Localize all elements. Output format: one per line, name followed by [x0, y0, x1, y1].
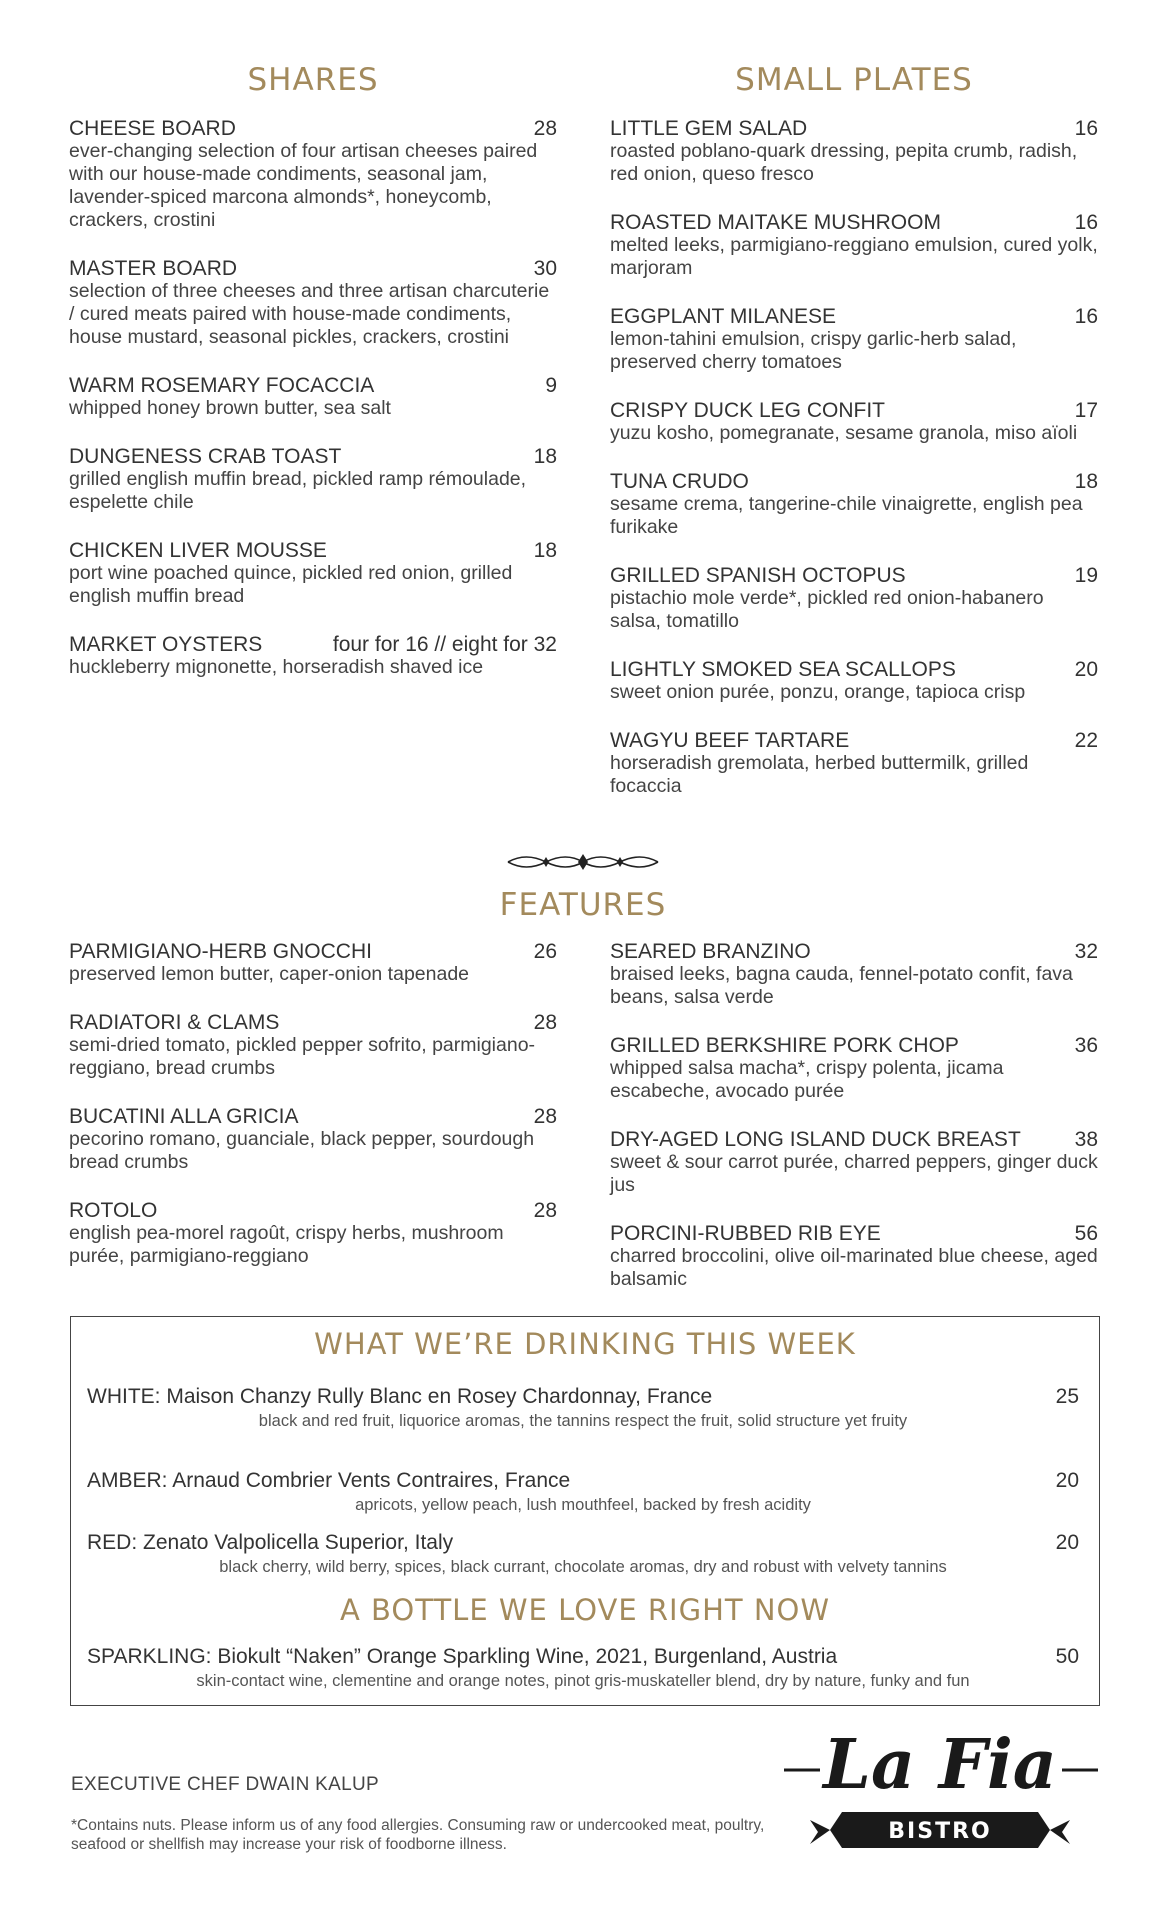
menu-item-price: 38 [1074, 1128, 1098, 1151]
menu-item-price: 28 [533, 1105, 557, 1128]
shares-column [69, 117, 557, 704]
menu-item-name: LITTLE GEM SALAD [610, 117, 808, 140]
menu-item-price: 30 [533, 257, 557, 280]
menu-item-description: horseradish gremolata, herbed buttermilk, grilled focaccia [610, 752, 1029, 797]
menu-item [610, 1128, 1098, 1197]
menu-item-header [69, 633, 557, 656]
executive-chef: EXECUTIVE CHEF DWAIN KALUP [71, 1774, 379, 1795]
wine-row-amber [87, 1469, 1079, 1515]
menu-item [610, 470, 1098, 539]
wine-price: 25 [1055, 1385, 1079, 1408]
menu-item-price: 22 [1074, 729, 1098, 752]
menu-item [610, 1034, 1098, 1103]
menu-item-price: 16 [1074, 305, 1098, 328]
menu-item-price: 18 [533, 445, 557, 468]
wine-label: AMBER: Arnaud Combrier Vents Contraires, France [87, 1469, 571, 1492]
menu-item-name: BUCATINI ALLA GRICIA [69, 1105, 299, 1128]
menu-item-header [610, 1222, 1098, 1245]
menu-item-name: RADIATORI & CLAMS [69, 1011, 280, 1034]
menu-item-name: EGGPLANT MILANESE [610, 305, 837, 328]
small-plates-column [610, 117, 1098, 823]
menu-item-name: CHEESE BOARD [69, 117, 236, 140]
wine-row-red [87, 1531, 1079, 1577]
menu-item-name: ROTOLO [69, 1199, 158, 1222]
menu-item-header [610, 729, 1098, 752]
la-fia-bistro-logo [780, 1720, 1100, 1870]
menu-item [69, 1199, 557, 1268]
menu-item [610, 117, 1098, 186]
menu-item-price: 16 [1074, 117, 1098, 140]
wine-notes: apricots, yellow peach, lush mouthfeel, backed by fresh acidity [355, 1496, 811, 1514]
menu-item-name: GRILLED BERKSHIRE PORK CHOP [610, 1034, 959, 1057]
features-right-column [610, 940, 1098, 1316]
menu-item-name: CHICKEN LIVER MOUSSE [69, 539, 327, 562]
menu-item [610, 211, 1098, 280]
menu-item-description: pistachio mole verde*, pickled red onion-habanero salsa, tomatillo [610, 587, 1044, 632]
menu-item-header [610, 399, 1098, 422]
menu-item-header [69, 940, 557, 963]
menu-item-header [610, 117, 1098, 140]
menu-item [610, 1222, 1098, 1291]
menu-item-description: ever-changing selection of four artisan cheeses paired with our house-made condiments, seasonal jam, lavender-spiced marcona almonds*, honeycomb, crackers, crostini [69, 140, 538, 231]
menu-item-name: WARM ROSEMARY FOCACCIA [69, 374, 375, 397]
menu-item-description: sesame crema, tangerine-chile vinaigrette, english pea furikake [610, 493, 1083, 538]
menu-item-name: MARKET OYSTERS [69, 633, 263, 656]
menu-item [610, 658, 1098, 704]
menu-item-name: PORCINI-RUBBED RIB EYE [610, 1222, 881, 1245]
menu-item-name: LIGHTLY SMOKED SEA SCALLOPS [610, 658, 956, 681]
menu-item-description: preserved lemon butter, caper-onion tapenade [69, 963, 470, 985]
menu-item [69, 257, 557, 349]
wine-label: WHITE: Maison Chanzy Rully Blanc en Rosey Chardonnay, France [87, 1385, 713, 1408]
menu-item [69, 633, 557, 679]
menu-item-description: melted leeks, parmigiano-reggiano emulsion, cured yolk, marjoram [610, 234, 1098, 279]
wine-price: 50 [1055, 1645, 1079, 1668]
menu-item [610, 399, 1098, 445]
menu-item [69, 1105, 557, 1174]
menu-item-price: 28 [533, 117, 557, 140]
wine-row-white [87, 1385, 1079, 1431]
menu-item-header [610, 470, 1098, 493]
menu-item-description: lemon-tahini emulsion, crispy garlic-herb salad, preserved cherry tomatoes [610, 328, 1017, 373]
menu-item [69, 940, 557, 986]
menu-item-description: selection of three cheeses and three artisan charcuterie / cured meats paired with house-made condiments, house mustard, seasonal pickles, crackers, crostini [69, 280, 550, 348]
menu-item-header [69, 1199, 557, 1222]
logo-script: La Fia [823, 1725, 1057, 1805]
menu-item-name: MASTER BOARD [69, 257, 238, 280]
menu-item-price: 18 [533, 539, 557, 562]
menu-item-header [69, 539, 557, 562]
features-left-column [69, 940, 557, 1293]
menu-item-price: 20 [1074, 658, 1098, 681]
wine-label: SPARKLING: Biokult “Naken” Orange Sparkling Wine, 2021, Burgenland, Austria [87, 1645, 838, 1668]
menu-item-price: 9 [545, 374, 557, 397]
menu-item-price: 26 [533, 940, 557, 963]
menu-item-price: 19 [1074, 564, 1098, 587]
menu-item-description: charred broccolini, olive oil-marinated blue cheese, aged balsamic [610, 1245, 1098, 1290]
menu-item-description: english pea-morel ragoût, crispy herbs, mushroom purée, parmigiano-reggiano [69, 1222, 504, 1267]
menu-item-header [69, 374, 557, 397]
menu-item-header [610, 658, 1098, 681]
menu-item-description: sweet onion purée, ponzu, orange, tapioca crisp [610, 681, 1026, 703]
menu-item-price: 28 [533, 1199, 557, 1222]
menu-item-description: sweet & sour carrot purée, charred peppers, ginger duck jus [610, 1151, 1098, 1196]
menu-item-description: yuzu kosho, pomegranate, sesame granola, miso aïoli [610, 422, 1078, 444]
menu-item-header [610, 1034, 1098, 1057]
menu-item-price: 32 [1074, 940, 1098, 963]
menu-item-name: SEARED BRANZINO [610, 940, 811, 963]
menu-item-name: PARMIGIANO-HERB GNOCCHI [69, 940, 372, 963]
menu-item-header [69, 117, 557, 140]
menu-item-header [610, 564, 1098, 587]
menu-item-header [610, 1128, 1098, 1151]
menu-item-header [610, 211, 1098, 234]
menu-item-price: 16 [1074, 211, 1098, 234]
wine-price: 20 [1055, 1531, 1079, 1554]
menu-item [610, 305, 1098, 374]
wine-notes: black cherry, wild berry, spices, black currant, chocolate aromas, dry and robust with velvety tannins [219, 1558, 947, 1576]
menu-item-header [610, 940, 1098, 963]
divider-ornament-icon [506, 850, 660, 874]
menu-item-description: semi-dried tomato, pickled pepper sofrito, parmigiano-reggiano, bread crumbs [69, 1034, 536, 1079]
menu-item [610, 940, 1098, 1009]
menu-item-price: four for 16 // eight for 32 [332, 633, 557, 656]
menu-item-description: port wine poached quince, pickled red onion, grilled english muffin bread [69, 562, 513, 607]
menu-item-price: 28 [533, 1011, 557, 1034]
menu-item-description: braised leeks, bagna cauda, fennel-potato confit, fava beans, salsa verde [610, 963, 1073, 1008]
menu-item-name: GRILLED SPANISH OCTOPUS [610, 564, 906, 587]
menu-item-price: 18 [1074, 470, 1098, 493]
menu-item-name: TUNA CRUDO [610, 470, 749, 493]
menu-item [69, 539, 557, 608]
menu-item [610, 564, 1098, 633]
menu-item [69, 117, 557, 232]
wine-row-sparkling [87, 1645, 1079, 1691]
allergy-footnote: *Contains nuts. Please inform us of any food allergies. Consuming raw or undercooked meat, poultry, seafood or shellfish may increase your risk of foodborne illness. [71, 1817, 765, 1853]
menu-item-header [69, 1105, 557, 1128]
menu-item-description: pecorino romano, guanciale, black pepper, sourdough bread crumbs [69, 1128, 535, 1173]
drinks-box [70, 1316, 1100, 1706]
menu-item-name: DRY-AGED LONG ISLAND DUCK BREAST [610, 1128, 1021, 1151]
wine-label: RED: Zenato Valpolicella Superior, Italy [87, 1531, 454, 1554]
menu-item-description: huckleberry mignonette, horseradish shaved ice [69, 656, 484, 678]
small-plates-heading: SMALL PLATES [735, 62, 973, 98]
wine-price: 20 [1055, 1469, 1079, 1492]
menu-item-description: grilled english muffin bread, pickled ramp rémoulade, espelette chile [69, 468, 527, 513]
menu-item-price: 17 [1074, 399, 1098, 422]
menu-item-name: DUNGENESS CRAB TOAST [69, 445, 342, 468]
menu-item [69, 445, 557, 514]
menu-item [69, 374, 557, 420]
drinks-heading: WHAT WE’RE DRINKING THIS WEEK [314, 1327, 856, 1361]
menu-item-price: 36 [1074, 1034, 1098, 1057]
menu-item-header [69, 445, 557, 468]
menu-item-description: whipped salsa macha*, crispy polenta, jicama escabeche, avocado purée [610, 1057, 1004, 1102]
menu-item [69, 1011, 557, 1080]
menu-item-description: whipped honey brown butter, sea salt [69, 397, 391, 419]
bottle-heading: A BOTTLE WE LOVE RIGHT NOW [339, 1593, 831, 1627]
wine-notes: skin-contact wine, clementine and orange notes, pinot gris-muskateller blend, dry by nature, funky and fun [196, 1672, 970, 1690]
menu-item [610, 729, 1098, 798]
wine-notes: black and red fruit, liquorice aromas, the tannins respect the fruit, solid structure yet fruity [258, 1412, 908, 1430]
menu-item-name: ROASTED MAITAKE MUSHROOM [610, 211, 941, 234]
menu-item-header [69, 1011, 557, 1034]
features-heading: FEATURES [499, 887, 667, 923]
menu-item-header [69, 257, 557, 280]
menu-item-name: CRISPY DUCK LEG CONFIT [610, 399, 885, 422]
menu-item-description: roasted poblano-quark dressing, pepita crumb, radish, red onion, queso fresco [610, 140, 1078, 185]
logo-banner-text: BISTRO [888, 1819, 992, 1844]
menu-item-name: WAGYU BEEF TARTARE [610, 729, 850, 752]
shares-heading: SHARES [247, 62, 379, 98]
menu-item-header [610, 305, 1098, 328]
menu-item-price: 56 [1074, 1222, 1098, 1245]
